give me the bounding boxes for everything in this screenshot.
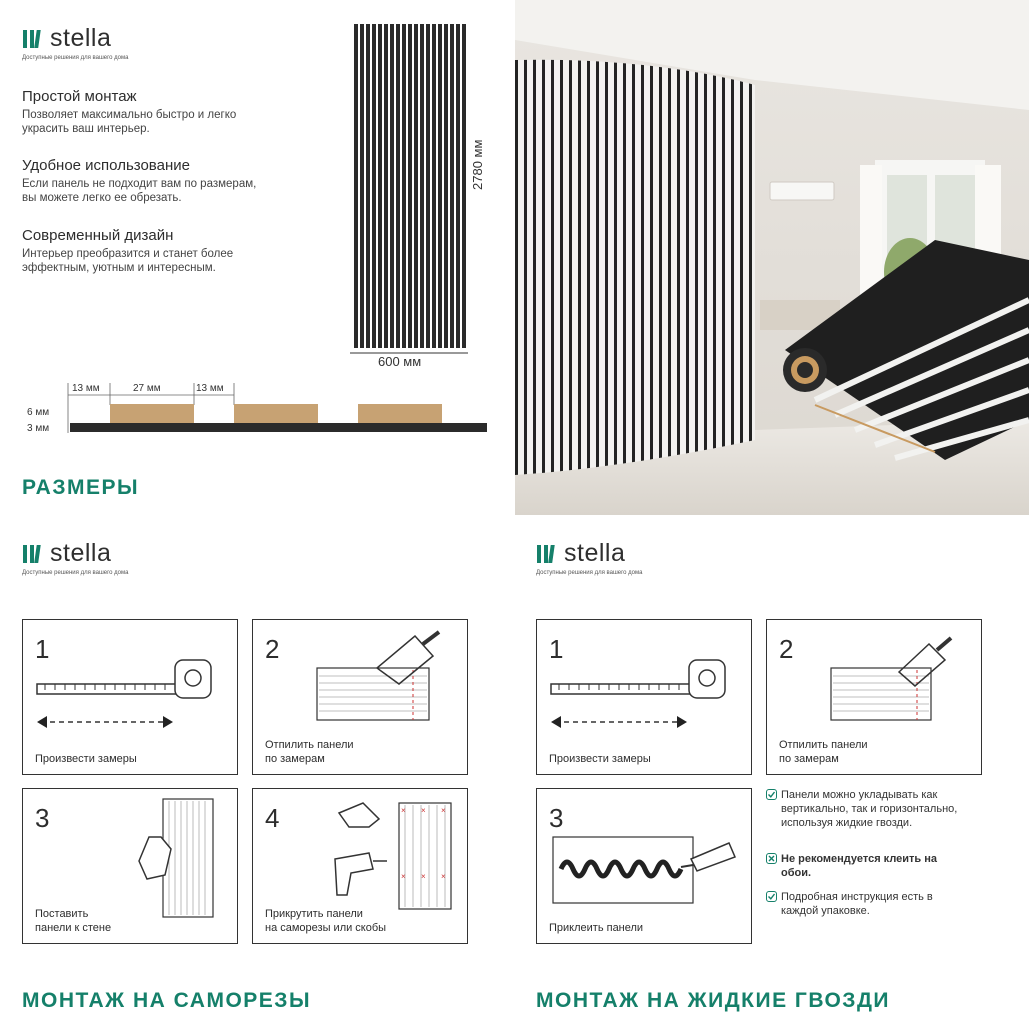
svg-text:×: × [441, 806, 446, 815]
glue-step-card-measure [536, 619, 752, 775]
step-caption: Отпилить панели по замерам [265, 739, 354, 765]
step-card-cut [252, 619, 468, 775]
step-caption: Произвести замеры [549, 753, 651, 765]
note-vertical-horizontal [766, 788, 966, 830]
note-text: Подробная инструкция есть в каждой упаковке. [781, 891, 933, 917]
step-number: 3 [549, 803, 564, 833]
saw-icon [315, 628, 465, 728]
section-title-glue: МОНТАЖ НА ЖИДКИЕ ГВОЗДИ [536, 989, 891, 1012]
feature-text: Интерьер преобразится и станет более эффектным, уютным и интересным. [22, 248, 234, 274]
stapler-drill-icon [329, 793, 465, 911]
step-card-measure [22, 619, 238, 775]
feature-1 [22, 88, 262, 136]
tape-measure-icon [35, 656, 225, 736]
brand-name: stella [50, 539, 112, 567]
wall-panel-glove-icon [135, 797, 235, 921]
brand-name: stella [50, 24, 112, 52]
glue-step-card-glue [536, 788, 752, 944]
stella-logo-icon [22, 28, 44, 50]
step-caption: Отпилить панели по замерам [779, 739, 868, 765]
svg-text:×: × [401, 872, 406, 881]
slat-height-label: 6 мм [27, 407, 50, 418]
glue-step-card-cut [766, 619, 982, 775]
panel-profile-drawing [60, 383, 490, 435]
step-number: 2 [779, 634, 794, 664]
gap1-label: 13 мм [72, 383, 100, 394]
feature-title: Удобное использование [22, 157, 190, 174]
check-icon [766, 891, 777, 902]
svg-text:×: × [421, 806, 426, 815]
note-text: Не рекомендуется клеить на обои. [781, 853, 938, 879]
step-card-fasten [252, 788, 468, 944]
brand-tagline: Доступные решения для вашего дома [22, 570, 129, 576]
step-card-place [22, 788, 238, 944]
glue-application-icon [551, 829, 741, 909]
brand-tagline: Доступные решения для вашего дома [536, 570, 643, 576]
check-icon [766, 789, 777, 800]
base-height-label: 3 мм [27, 423, 50, 434]
feature-text: Если панель не подходит вам по размерам, вы можете легко ее обрезать. [22, 178, 257, 204]
brand-name: stella [564, 539, 626, 567]
step-number: 2 [265, 634, 280, 664]
step-number: 1 [549, 634, 564, 664]
step-number: 3 [35, 803, 50, 833]
brand-logo [22, 541, 128, 576]
step-number: 4 [265, 803, 280, 833]
feature-3 [22, 227, 262, 275]
step-number: 1 [35, 634, 50, 664]
brand-logo [536, 541, 642, 576]
stella-logo-icon [536, 543, 558, 565]
gap2-label: 13 мм [196, 383, 224, 394]
width-label: 600 мм [378, 354, 422, 369]
brand-tagline: Доступные решения для вашего дома [22, 55, 129, 61]
stella-logo-icon [22, 543, 44, 565]
note-text: Панели можно укладывать как вертикально, так и горизонтально, используя жидкие гвозди. [781, 789, 958, 829]
step-caption: Приклеить панели [549, 922, 644, 934]
step-caption: Поставить панели к стене [35, 908, 112, 934]
panel-front-drawing [350, 22, 470, 358]
svg-text:×: × [421, 872, 426, 881]
note-instructions [766, 890, 966, 918]
interior-photo [515, 0, 1029, 515]
step-caption: Произвести замеры [35, 753, 137, 765]
svg-text:×: × [441, 872, 446, 881]
feature-title: Простой монтаж [22, 88, 137, 105]
step-caption: Прикрутить панели на саморезы или скобы [265, 908, 387, 934]
cross-icon [766, 853, 777, 864]
brand-logo [22, 26, 128, 61]
feature-2 [22, 157, 262, 205]
feature-text: Позволяет максимально быстро и легко украсить ваш интерьер. [22, 109, 237, 135]
saw-icon [829, 628, 979, 728]
slat-width-label: 27 мм [133, 383, 161, 394]
section-title-screws: МОНТАЖ НА САМОРЕЗЫ [22, 989, 312, 1012]
feature-title: Современный дизайн [22, 227, 174, 244]
section-title-sizes: РАЗМЕРЫ [22, 476, 140, 499]
height-label: 2780 мм [470, 139, 485, 190]
tape-measure-icon [549, 656, 739, 736]
svg-text:×: × [401, 806, 406, 815]
note-no-wallpaper [766, 852, 966, 880]
